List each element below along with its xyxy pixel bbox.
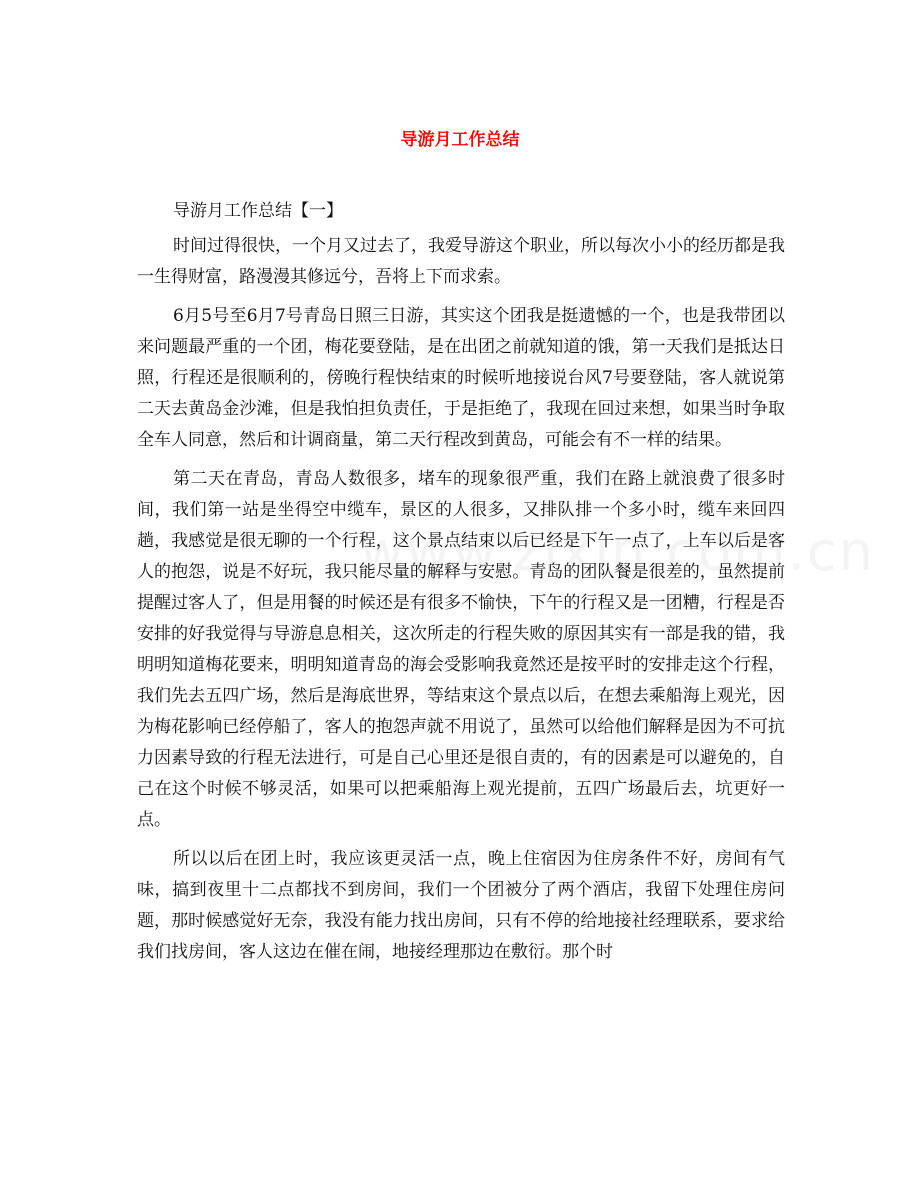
document-body bbox=[137, 196, 785, 976]
paragraph-1: 时间过得很快，一个月又过去了，我爱导游这个职业，所以每次小小的经历都是我一生得财富，路漫漫其修远兮，吾将上下而求索。 bbox=[137, 236, 785, 287]
document-title: 导游月工作总结 bbox=[400, 130, 520, 150]
paragraph-4: 所以以后在团上时，我应该更灵活一点，晚上住宿因为住房条件不好，房间有气味，搞到夜里十二点都找不到房间，我们一个团被分了两个酒店，我留下处理住房问题，那时候感觉好无奈，我没有能力找出房间，只有不停的给地接社经理联系，要求给我们找房间，客人这边在催在闹，地接经理那边在敷衍。那个时 bbox=[137, 849, 785, 962]
paragraph-3: 第二天在青岛，青岛人数很多，堵车的现象很严重，我们在路上就浪费了很多时间，我们第一站是坐得空中缆车，景区的人很多，又排队排一个多小时，缆车来回四趟，我感觉是很无聊的一个行程，这个景点结束以后已经是下午一点了，上车以后是客人的抱怨，说是不好玩，我只能尽量的解释与安慰。青岛的团队餐是很差的，虽然提前提醒过客人了，但是用餐的时候还是有很多不愉快，下午的行程又是一团糟，行程是否安排的好我觉得与导游息息相关，这次所走的行程失败的原因其实有一部是我的错，我明明知道梅花要来，明明知道青岛的海会受影响我竟然还是按平时的安排走这个行程，我们先去五四广场，然后是海底世界，等结束这个景点以后，在想去乘船海上观光，因为梅花影响已经停船了，客人的抱怨声就不用说了，虽然可以给他们解释是因为不可抗力因素导致的行程无法进行，可是自己心里还是很自责的，有的因素是可以避免的，自己在这个时候不够灵活，如果可以把乘船海上观光提前，五四广场最后去，坑更好一点。 bbox=[137, 469, 785, 830]
paragraph-2: 6月5号至6月7号青岛日照三日游，其实这个团我是挺遗憾的一个，也是我带团以来问题最严重的一个团，梅花要登陆，是在出团之前就知道的饿，第一天我们是抵达日照，行程还是很顺利的，傍晚行程快结束的时候听地接说台风7号要登陆，客人就说第二天去黄岛金沙滩，但是我怕担负责任，于是拒绝了，我现在回过来想，如果当时争取全车人同意，然后和计调商量，第二天行程改到黄岛，可能会有不一样的结果。 bbox=[137, 306, 785, 450]
section-heading: 导游月工作总结【一】 bbox=[173, 201, 343, 221]
